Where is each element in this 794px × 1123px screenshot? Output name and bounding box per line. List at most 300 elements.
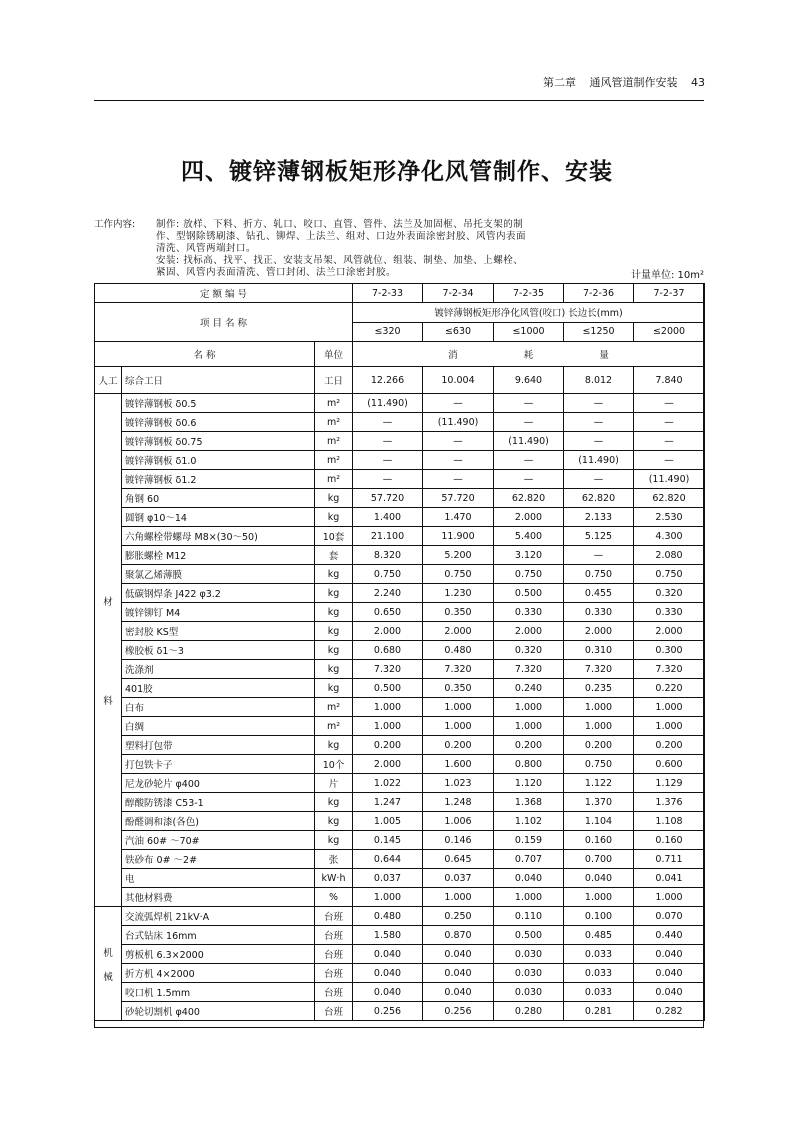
item-value: 0.750 — [564, 755, 634, 774]
item-unit: kg — [315, 831, 353, 850]
item-value: 1.022 — [353, 774, 423, 793]
item-value: 0.110 — [494, 907, 564, 926]
material-row — [95, 793, 705, 812]
item-value: (11.490) — [353, 394, 423, 413]
item-unit: 台班 — [315, 926, 353, 945]
item-value: 0.500 — [353, 679, 423, 698]
material-row — [95, 565, 705, 584]
item-value: 7.320 — [423, 660, 494, 679]
work-line: 安装: 找标高、找平、找正、安装支吊架、风管就位、组装、制垫、加垫、上螺栓、 — [156, 255, 524, 266]
item-unit: 10个 — [315, 755, 353, 774]
item-name: 膨胀螺栓 M12 — [122, 546, 315, 565]
item-value: 0.250 — [423, 907, 494, 926]
item-label: 项 目 名 称 — [95, 303, 353, 342]
machine-row — [95, 945, 705, 964]
labor-value: 8.012 — [564, 367, 634, 394]
item-value: 0.330 — [634, 603, 705, 622]
item-name: 聚氯乙烯薄膜 — [122, 565, 315, 584]
item-value: — — [353, 413, 423, 432]
item-value: 0.280 — [494, 1002, 564, 1021]
item-value: 7.320 — [634, 660, 705, 679]
item-value: 21.100 — [353, 527, 423, 546]
item-value: — — [423, 394, 494, 413]
item-name: 折方机 4×2000 — [122, 964, 315, 983]
item-unit: m² — [315, 432, 353, 451]
item-value: — — [494, 470, 564, 489]
work-line: 制作: 放样、下料、折方、轧口、咬口、直管、管件、法兰及加固框、吊托支架的制 — [156, 219, 524, 230]
machine-row — [95, 964, 705, 983]
item-value: 7.320 — [564, 660, 634, 679]
item-unit: m² — [315, 470, 353, 489]
item-value: 1.368 — [494, 793, 564, 812]
item-value: — — [564, 470, 634, 489]
work-line: 紧固、风管内表面清洗、管口封闭、法兰口涂密封胶。 — [156, 267, 397, 278]
material-row — [95, 527, 705, 546]
material-row — [95, 603, 705, 622]
item-unit: kg — [315, 508, 353, 527]
item-unit: kg — [315, 489, 353, 508]
item-value: 11.900 — [423, 527, 494, 546]
item-value: (11.490) — [564, 451, 634, 470]
item-value: 1.000 — [423, 698, 494, 717]
item-unit: m² — [315, 413, 353, 432]
item-value: — — [564, 546, 634, 565]
item-value: 1.600 — [423, 755, 494, 774]
item-value: — — [564, 432, 634, 451]
item-value: 0.040 — [353, 983, 423, 1002]
material-row — [95, 546, 705, 565]
consume-char: 量 — [599, 350, 609, 361]
item-value: 0.750 — [634, 565, 705, 584]
name-header-row — [95, 342, 705, 367]
item-value: 2.000 — [423, 622, 494, 641]
machine-row — [95, 1002, 705, 1021]
page-header — [505, 74, 705, 90]
item-value: 57.720 — [353, 489, 423, 508]
item-name: 咬口机 1.5mm — [122, 983, 315, 1002]
item-value: — — [494, 413, 564, 432]
item-value: 0.480 — [423, 641, 494, 660]
item-value: 1.400 — [353, 508, 423, 527]
page-title: 四、镀锌薄钢板矩形净化风管制作、安装 — [181, 158, 613, 185]
material-row — [95, 413, 705, 432]
item-value: 0.040 — [634, 964, 705, 983]
item-unit: % — [315, 888, 353, 907]
item-unit: 台班 — [315, 1002, 353, 1021]
item-value: 0.030 — [494, 964, 564, 983]
item-unit: m² — [315, 394, 353, 413]
chapter-label: 第二章 — [543, 76, 576, 89]
item-value: 0.480 — [353, 907, 423, 926]
item-value: (11.490) — [494, 432, 564, 451]
item-unit: kg — [315, 679, 353, 698]
item-name: 低碳钢焊条 J422 φ3.2 — [122, 584, 315, 603]
material-row — [95, 508, 705, 527]
item-value: 2.000 — [353, 622, 423, 641]
item-name: 镀锌薄钢板 δ0.6 — [122, 413, 315, 432]
item-value: 0.750 — [564, 565, 634, 584]
item-value: 1.005 — [353, 812, 423, 831]
unit-note: 计量单位: 10m² — [630, 270, 704, 281]
item-value: 0.240 — [494, 679, 564, 698]
item-value: 0.146 — [423, 831, 494, 850]
item-value: 1.108 — [634, 812, 705, 831]
labor-name: 综合工日 — [122, 367, 315, 394]
material-row — [95, 470, 705, 489]
size-cell: ≤320 — [353, 322, 423, 342]
item-unit: 10套 — [315, 527, 353, 546]
size-cell: ≤630 — [423, 322, 494, 342]
item-value: 2.080 — [634, 546, 705, 565]
item-value: 0.500 — [494, 584, 564, 603]
item-value: 0.100 — [564, 907, 634, 926]
material-row — [95, 717, 705, 736]
item-value: 0.033 — [564, 945, 634, 964]
labor-category: 人工 — [95, 367, 122, 394]
item-name: 交流弧焊机 21kV·A — [122, 907, 315, 926]
item-unit: kg — [315, 603, 353, 622]
item-name: 电 — [122, 869, 315, 888]
item-value: 2.133 — [564, 508, 634, 527]
item-value: 0.040 — [423, 964, 494, 983]
item-value: 5.125 — [564, 527, 634, 546]
item-value: 1.000 — [353, 698, 423, 717]
item-value: 2.530 — [634, 508, 705, 527]
item-value: 1.370 — [564, 793, 634, 812]
item-value: 0.033 — [564, 964, 634, 983]
quota-code: 7-2-37 — [634, 284, 705, 303]
material-row — [95, 812, 705, 831]
item-value: 0.700 — [564, 850, 634, 869]
consume-char: 耗 — [523, 350, 534, 361]
item-desc: 镀锌薄钢板矩形净化风管(咬口) 长边长(mm) — [353, 303, 705, 323]
item-name: 其他材料费 — [122, 888, 315, 907]
item-value: 2.000 — [494, 508, 564, 527]
item-value: 0.040 — [423, 983, 494, 1002]
item-value: 0.350 — [423, 679, 494, 698]
item-name: 镀锌薄钢板 δ0.75 — [122, 432, 315, 451]
item-value: 0.030 — [494, 983, 564, 1002]
machine-row — [95, 926, 705, 945]
item-value: — — [634, 413, 705, 432]
item-unit: 台班 — [315, 983, 353, 1002]
item-name: 镀锌铆钉 M4 — [122, 603, 315, 622]
item-unit: kg — [315, 584, 353, 603]
labor-value: 9.640 — [494, 367, 564, 394]
item-name: 401胶 — [122, 679, 315, 698]
category-char: 械 — [103, 971, 113, 983]
item-value: 0.455 — [564, 584, 634, 603]
item-name: 密封胶 KS型 — [122, 622, 315, 641]
item-value: 0.159 — [494, 831, 564, 850]
item-value: 2.240 — [353, 584, 423, 603]
item-value: 0.040 — [353, 945, 423, 964]
item-value: 0.040 — [423, 945, 494, 964]
quota-table — [94, 283, 705, 1021]
item-name: 镀锌薄钢板 δ0.5 — [122, 394, 315, 413]
item-value: 0.145 — [353, 831, 423, 850]
item-unit: 台班 — [315, 945, 353, 964]
material-row — [95, 584, 705, 603]
item-value: 0.033 — [564, 983, 634, 1002]
item-value: 0.282 — [634, 1002, 705, 1021]
item-unit: 套 — [315, 546, 353, 565]
item-value: 0.200 — [423, 736, 494, 755]
labor-value: 7.840 — [634, 367, 705, 394]
item-value: 1.000 — [423, 888, 494, 907]
item-value: 0.200 — [634, 736, 705, 755]
item-value: 0.800 — [494, 755, 564, 774]
item-value: 0.037 — [353, 869, 423, 888]
item-value: 1.006 — [423, 812, 494, 831]
item-unit: kg — [315, 812, 353, 831]
item-value: 0.030 — [494, 945, 564, 964]
item-value: 1.000 — [353, 888, 423, 907]
item-value: 62.820 — [564, 489, 634, 508]
item-value: 0.200 — [564, 736, 634, 755]
item-value: 1.129 — [634, 774, 705, 793]
item-value: 1.000 — [494, 698, 564, 717]
item-value: 0.041 — [634, 869, 705, 888]
labor-value: 12.266 — [353, 367, 423, 394]
item-unit: 台班 — [315, 964, 353, 983]
material-category — [95, 394, 122, 907]
material-row — [95, 774, 705, 793]
quota-code: 7-2-33 — [353, 284, 423, 303]
item-value: 1.230 — [423, 584, 494, 603]
item-value: — — [494, 394, 564, 413]
item-value: 1.248 — [423, 793, 494, 812]
item-value: — — [353, 470, 423, 489]
item-value: 62.820 — [494, 489, 564, 508]
item-value: 4.300 — [634, 527, 705, 546]
item-value: 1.000 — [564, 888, 634, 907]
item-name: 剪板机 6.3×2000 — [122, 945, 315, 964]
item-value: 0.650 — [353, 603, 423, 622]
item-name: 塑料打包带 — [122, 736, 315, 755]
item-value: 0.870 — [423, 926, 494, 945]
category-char: 料 — [103, 695, 113, 707]
item-name: 铁砂布 0# ～2# — [122, 850, 315, 869]
item-value: 0.160 — [634, 831, 705, 850]
item-name: 打包铁卡子 — [122, 755, 315, 774]
item-value: 0.200 — [494, 736, 564, 755]
item-value: (11.490) — [634, 470, 705, 489]
item-value: 2.000 — [353, 755, 423, 774]
item-value: 7.320 — [494, 660, 564, 679]
item-value: 57.720 — [423, 489, 494, 508]
item-value: — — [423, 432, 494, 451]
item-unit: m² — [315, 451, 353, 470]
item-value: 1.000 — [564, 717, 634, 736]
item-value: 0.040 — [634, 983, 705, 1002]
item-name: 醇酸防锈漆 C53-1 — [122, 793, 315, 812]
item-value: 0.750 — [494, 565, 564, 584]
material-row — [95, 850, 705, 869]
material-row — [95, 432, 705, 451]
item-value: 0.711 — [634, 850, 705, 869]
item-value: 62.820 — [634, 489, 705, 508]
item-value: — — [564, 413, 634, 432]
item-value: 0.707 — [494, 850, 564, 869]
item-value: 1.000 — [634, 888, 705, 907]
material-row — [95, 755, 705, 774]
labor-unit: 工日 — [315, 367, 353, 394]
item-value: 1.247 — [353, 793, 423, 812]
size-cell: ≤1250 — [564, 322, 634, 342]
material-row — [95, 394, 705, 413]
item-value: — — [564, 394, 634, 413]
item-value: 0.070 — [634, 907, 705, 926]
item-name: 洗涤剂 — [122, 660, 315, 679]
item-name: 台式钻床 16mm — [122, 926, 315, 945]
item-value: 0.310 — [564, 641, 634, 660]
item-value: — — [353, 451, 423, 470]
item-unit: 张 — [315, 850, 353, 869]
item-value: 0.281 — [564, 1002, 634, 1021]
item-value: 0.040 — [564, 869, 634, 888]
item-value: 1.000 — [494, 888, 564, 907]
item-unit: m² — [315, 698, 353, 717]
item-name: 尼龙砂轮片 φ400 — [122, 774, 315, 793]
item-value: 8.320 — [353, 546, 423, 565]
item-name: 镀锌薄钢板 δ1.0 — [122, 451, 315, 470]
quota-row — [95, 284, 705, 303]
item-value: 0.680 — [353, 641, 423, 660]
item-value: 0.500 — [494, 926, 564, 945]
item-value: 0.200 — [353, 736, 423, 755]
work-line: 作、型钢除锈刷漆、钻孔、铆焊、上法兰、组对、口边外表面涂密封胶、风管内表面 — [156, 231, 527, 242]
material-row — [95, 641, 705, 660]
item-value: 0.440 — [634, 926, 705, 945]
item-value: 0.330 — [494, 603, 564, 622]
item-value: 0.160 — [564, 831, 634, 850]
quota-label: 定 额 编 号 — [95, 284, 353, 303]
item-value: (11.490) — [423, 413, 494, 432]
item-name: 圆钢 φ10～14 — [122, 508, 315, 527]
item-value: — — [494, 451, 564, 470]
size-cell: ≤2000 — [634, 322, 705, 342]
item-unit: kW·h — [315, 869, 353, 888]
machine-category — [95, 907, 122, 1021]
work-content-label: 工作内容: — [94, 219, 136, 230]
item-value: 5.400 — [494, 527, 564, 546]
item-value: 0.040 — [634, 945, 705, 964]
consume-char: 消 — [448, 350, 458, 361]
item-value: 7.320 — [353, 660, 423, 679]
material-row — [95, 660, 705, 679]
quota-code: 7-2-34 — [423, 284, 494, 303]
item-value: 0.644 — [353, 850, 423, 869]
labor-value: 10.004 — [423, 367, 494, 394]
item-unit: kg — [315, 660, 353, 679]
material-row — [95, 869, 705, 888]
item-name: 汽油 60# ～70# — [122, 831, 315, 850]
item-value: 1.470 — [423, 508, 494, 527]
item-value: 0.220 — [634, 679, 705, 698]
item-value: 0.485 — [564, 926, 634, 945]
item-value: 0.256 — [423, 1002, 494, 1021]
item-value: 0.750 — [423, 565, 494, 584]
item-value: 0.256 — [353, 1002, 423, 1021]
material-row — [95, 888, 705, 907]
unit-header: 单位 — [315, 342, 353, 367]
material-row — [95, 736, 705, 755]
quota-code: 7-2-35 — [494, 284, 564, 303]
item-value: 1.000 — [494, 717, 564, 736]
machine-row — [95, 907, 705, 926]
item-value: 1.120 — [494, 774, 564, 793]
category-char: 机 — [103, 947, 113, 959]
work-line: 清洗、风管两端封口。 — [156, 243, 257, 254]
item-name: 镀锌薄钢板 δ1.2 — [122, 470, 315, 489]
item-value: 1.000 — [634, 698, 705, 717]
quota-code: 7-2-36 — [564, 284, 634, 303]
item-unit: kg — [315, 565, 353, 584]
item-value: — — [353, 432, 423, 451]
material-row — [95, 679, 705, 698]
item-value: 0.235 — [564, 679, 634, 698]
item-value: 1.000 — [423, 717, 494, 736]
material-row — [95, 622, 705, 641]
item-value: 5.200 — [423, 546, 494, 565]
item-name: 酚醛调和漆(各色) — [122, 812, 315, 831]
item-value: 0.037 — [423, 869, 494, 888]
item-value: 0.645 — [423, 850, 494, 869]
item-value: 1.000 — [564, 698, 634, 717]
item-value: 1.122 — [564, 774, 634, 793]
item-name: 角钢 60 — [122, 489, 315, 508]
header-rule — [94, 100, 704, 101]
item-value: 0.330 — [564, 603, 634, 622]
page-number: 43 — [691, 76, 705, 89]
item-value: 1.376 — [634, 793, 705, 812]
item-desc-row — [95, 303, 705, 323]
size-cell: ≤1000 — [494, 322, 564, 342]
material-row — [95, 451, 705, 470]
item-value: — — [423, 470, 494, 489]
category-char: 材 — [103, 596, 113, 608]
item-value: 0.600 — [634, 755, 705, 774]
item-value: 0.040 — [353, 964, 423, 983]
item-name: 白绸 — [122, 717, 315, 736]
item-value: 1.000 — [353, 717, 423, 736]
item-unit: 台班 — [315, 907, 353, 926]
item-value: 0.320 — [634, 584, 705, 603]
item-unit: kg — [315, 736, 353, 755]
consume-header — [353, 342, 705, 367]
material-row — [95, 489, 705, 508]
item-unit: kg — [315, 622, 353, 641]
item-value: 0.040 — [494, 869, 564, 888]
item-unit: m² — [315, 717, 353, 736]
item-value: 1.104 — [564, 812, 634, 831]
material-row — [95, 831, 705, 850]
name-header: 名 称 — [95, 342, 315, 367]
item-value: 0.300 — [634, 641, 705, 660]
item-value: 0.350 — [423, 603, 494, 622]
machine-row — [95, 983, 705, 1002]
item-unit: 片 — [315, 774, 353, 793]
labor-row — [95, 367, 705, 394]
item-name: 六角螺栓带螺母 M8×(30～50) — [122, 527, 315, 546]
item-value: — — [423, 451, 494, 470]
section-label: 通风管道制作安装 — [589, 76, 678, 89]
item-value: — — [634, 394, 705, 413]
item-unit: kg — [315, 793, 353, 812]
item-value: 2.000 — [494, 622, 564, 641]
item-value: 0.320 — [494, 641, 564, 660]
